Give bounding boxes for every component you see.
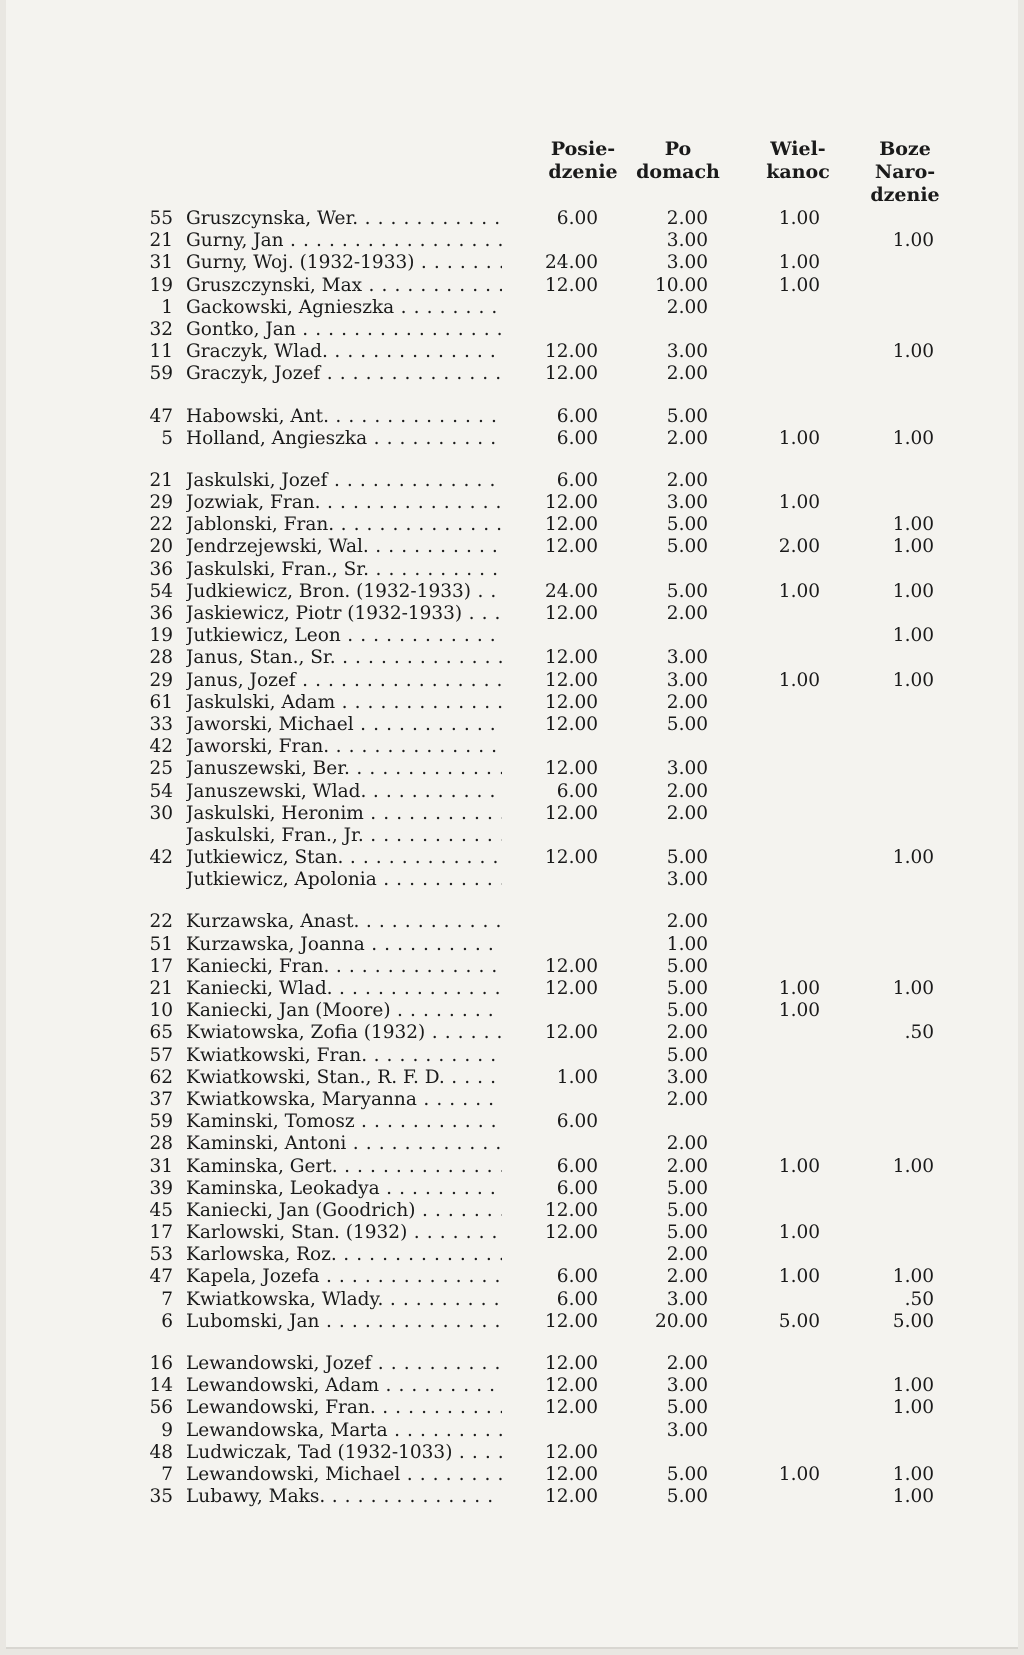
group-separator [0,450,1024,470]
member-name: Kurzawska, Joanna . . . [186,934,502,956]
member-name: Holland, Angieszka . . . [186,428,502,450]
member-name: Karlowska, Roz. . . . [186,1244,502,1266]
member-name: Gurny, Woj. (1932-1933) . . . [186,252,502,274]
posiedzenie-amount: 12.00 [545,1463,598,1485]
boze-narodzenie-amount: .50 [904,1288,934,1310]
row-number: 53 [149,1244,173,1266]
row-number: 54 [149,580,173,602]
po-domach-amount: 10.00 [655,274,708,296]
table-row [0,1375,1024,1397]
table-row [0,1486,1024,1508]
wielkanoc-amount: 1.00 [778,1222,820,1244]
member-name: Lubomski, Jan . . . [186,1311,502,1333]
member-name: Jendrzejewski, Wal. . . . [186,536,502,558]
po-domach-amount: 2.00 [666,691,708,713]
posiedzenie-amount: 12.00 [545,514,598,536]
wielkanoc-amount: 1.00 [778,1266,820,1288]
posiedzenie-amount: 6.00 [556,1111,598,1133]
boze-narodzenie-amount: 1.00 [892,978,934,999]
row-number: 51 [149,933,173,955]
po-domach-amount: 5.00 [666,978,708,999]
po-domach-amount: 2.00 [666,911,708,933]
table-row [0,1111,1024,1133]
row-number: 7 [161,1288,173,1310]
member-name: Karlowski, Stan. (1932) . . . [186,1222,502,1244]
wielkanoc-amount: 1.00 [778,492,820,514]
po-domach-amount: 5.00 [666,405,708,427]
wielkanoc-amount: 1.00 [778,978,820,999]
member-name: Januszewski, Wlad. . . . [186,781,502,803]
posiedzenie-amount: 12.00 [545,1222,598,1244]
wielkanoc-amount: 1.00 [778,669,820,691]
wielkanoc-amount: 1.00 [778,252,820,274]
posiedzenie-amount: 12.00 [545,1353,598,1374]
row-number: 10 [149,1000,173,1022]
row-number: 19 [149,274,173,296]
posiedzenie-amount: 6.00 [556,1177,598,1199]
wielkanoc-amount: 1.00 [778,208,820,229]
member-name: Habowski, Ant. . . . [186,406,502,428]
member-name: Jaskulski, Adam . . . [186,692,502,714]
po-domach-amount: 2.00 [666,427,708,449]
row-number: 25 [149,758,173,780]
table-row [0,847,1024,869]
table-row [0,559,1024,581]
boze-narodzenie-amount: 1.00 [892,1155,934,1177]
row-number: 28 [149,647,173,669]
row-number: 19 [149,625,173,647]
row-number: 42 [149,847,173,869]
member-name: Gontko, Jan . . . [186,319,502,341]
po-domach-amount: 20.00 [655,1310,708,1332]
wielkanoc-amount: 1.00 [778,427,820,449]
member-name: Jaworski, Michael . . . [186,714,502,736]
posiedzenie-amount: 12.00 [545,492,598,514]
table-row [0,1397,1024,1419]
po-domach-amount: 3.00 [666,230,708,252]
po-domach-amount: 5.00 [666,1463,708,1485]
posiedzenie-amount: 6.00 [556,208,598,229]
table-row [0,1353,1024,1375]
member-name: Jablonski, Fran. . . . [186,514,502,536]
member-name: Kwiatkowska, Wlady. . . . [186,1289,502,1311]
row-number: 6 [161,1310,173,1332]
table-row [0,1178,1024,1200]
donation-list [0,208,1024,1508]
member-name: Kwiatkowski, Stan., R. F. D. . . . [186,1067,502,1089]
posiedzenie-amount: 12.00 [545,603,598,624]
table-row [0,603,1024,625]
boze-narodzenie-amount: .50 [904,1022,934,1044]
posiedzenie-amount: 12.00 [545,1375,598,1397]
row-number: 59 [149,1111,173,1133]
posiedzenie-amount: 12.00 [545,758,598,780]
member-name: Kaminski, Antoni . . . [186,1133,502,1155]
table-row [0,911,1024,933]
boze-narodzenie-amount: 1.00 [892,1266,934,1288]
member-name: Graczyk, Wlad. . . . [186,341,502,363]
posiedzenie-amount: 12.00 [545,955,598,977]
column-headers [0,138,1024,218]
table-row [0,692,1024,714]
po-domach-amount: 5.00 [666,1177,708,1199]
row-number: 37 [149,1088,173,1110]
row-number: 45 [149,1199,173,1221]
row-number: 59 [149,363,173,385]
po-domach-amount: 2.00 [666,1088,708,1110]
table-row [0,428,1024,450]
wielkanoc-amount: 1.00 [778,1155,820,1177]
row-number: 16 [149,1353,173,1374]
table-row [0,956,1024,978]
table-row [0,1022,1024,1044]
table-row [0,934,1024,956]
boze-narodzenie-amount: 1.00 [892,1463,934,1485]
po-domach-amount: 5.00 [666,514,708,536]
po-domach-amount: 5.00 [666,1000,708,1022]
member-name: Jaskulski, Heronim . . . [186,803,502,825]
member-name: Graczyk, Jozef . . . [186,363,502,385]
table-row [0,625,1024,647]
row-number: 20 [149,536,173,558]
member-name: Jutkiewicz, Stan. . . . [186,847,502,869]
po-domach-amount: 5.00 [666,1199,708,1221]
member-name: Ludwiczak, Tad (1932-1033) . . . [186,1442,502,1464]
row-number: 48 [149,1441,173,1463]
posiedzenie-amount: 12.00 [545,1310,598,1332]
po-domach-amount: 3.00 [666,758,708,780]
po-domach-amount: 3.00 [666,1288,708,1310]
table-row [0,406,1024,428]
member-name: Kwiatowska, Zofia (1932) . . . [186,1022,502,1044]
posiedzenie-amount: 12.00 [545,669,598,691]
posiedzenie-amount: 6.00 [556,780,598,802]
table-row [0,492,1024,514]
table-row [0,714,1024,736]
table-row [0,1266,1024,1288]
boze-narodzenie-amount: 1.00 [892,536,934,558]
po-domach-amount: 2.00 [666,1353,708,1374]
member-name: Kurzawska, Anast. . . . [186,911,502,933]
row-number: 36 [149,603,173,624]
wielkanoc-amount: 1.00 [778,1000,820,1022]
row-number: 14 [149,1375,173,1397]
po-domach-amount: 2.00 [666,1022,708,1044]
row-number: 1 [161,296,173,318]
po-domach-amount: 3.00 [666,647,708,669]
table-row [0,1200,1024,1222]
po-domach-amount: 1.00 [666,933,708,955]
posiedzenie-amount: 1.00 [556,1066,598,1088]
row-number: 22 [149,514,173,536]
member-name: Lewandowski, Fran. . . . [186,1397,502,1419]
member-name: Janus, Stan., Sr. . . . [186,647,502,669]
row-number: 9 [161,1419,173,1441]
table-row [0,1289,1024,1311]
table-row [0,1089,1024,1111]
row-number: 42 [149,736,173,758]
row-number: 33 [149,713,173,735]
table-row [0,341,1024,363]
member-name: Kaminski, Tomosz . . . [186,1111,502,1133]
member-name: Lewandowski, Jozef . . . [186,1353,502,1375]
table-row [0,1464,1024,1486]
po-domach-amount: 2.00 [666,208,708,229]
boze-narodzenie-amount: 1.00 [892,669,934,691]
row-number: 39 [149,1177,173,1199]
posiedzenie-amount: 12.00 [545,978,598,999]
po-domach-amount: 3.00 [666,492,708,514]
po-domach-amount: 5.00 [666,536,708,558]
member-name: Jaskulski, Fran., Jr. . . . [186,825,502,847]
member-name: Kaniecki, Jan (Moore) . . . [186,1000,502,1022]
table-row [0,825,1024,847]
row-number: 32 [149,318,173,340]
row-number: 31 [149,1155,173,1177]
po-domach-amount: 2.00 [666,296,708,318]
member-name: Kaminska, Gert. . . . [186,1156,502,1178]
table-row [0,1156,1024,1178]
member-name: Jutkiewicz, Apolonia . . . [186,869,502,891]
table-row [0,297,1024,319]
row-number: 5 [161,427,173,449]
member-name: Kaminska, Leokadya . . . [186,1178,502,1200]
row-number: 17 [149,1222,173,1244]
member-name: Kwiatkowska, Maryanna . . . [186,1089,502,1111]
row-number: 21 [149,230,173,252]
row-number: 56 [149,1397,173,1419]
member-name: Lewandowska, Marta . . . [186,1420,502,1442]
boze-narodzenie-amount: 5.00 [892,1310,934,1332]
po-domach-amount: 3.00 [666,252,708,274]
posiedzenie-amount: 12.00 [545,802,598,824]
table-row [0,1067,1024,1089]
row-number: 61 [149,691,173,713]
po-domach-amount: 5.00 [666,955,708,977]
posiedzenie-amount: 24.00 [545,580,598,602]
header-boze-narodzenie: Boze Naro- dzenie [870,138,940,206]
posiedzenie-amount: 6.00 [556,1155,598,1177]
po-domach-amount: 2.00 [666,1266,708,1288]
wielkanoc-amount: 1.00 [778,274,820,296]
header-posiedzenie: Posie- dzenie [548,138,618,183]
po-domach-amount: 3.00 [666,1419,708,1441]
posiedzenie-amount: 6.00 [556,469,598,491]
member-name: Judkiewicz, Bron. (1932-1933) . . . [186,581,502,603]
posiedzenie-amount: 12.00 [545,1022,598,1044]
member-name: Gackowski, Agnieszka . . . [186,297,502,319]
posiedzenie-amount: 12.00 [545,1199,598,1221]
posiedzenie-amount: 6.00 [556,1288,598,1310]
posiedzenie-amount: 12.00 [545,691,598,713]
boze-narodzenie-amount: 1.00 [892,341,934,363]
boze-narodzenie-amount: 1.00 [892,230,934,252]
boze-narodzenie-amount: 1.00 [892,1375,934,1397]
po-domach-amount: 3.00 [666,869,708,891]
row-number: 30 [149,802,173,824]
po-domach-amount: 5.00 [666,1397,708,1419]
table-row [0,514,1024,536]
table-row [0,758,1024,780]
po-domach-amount: 3.00 [666,341,708,363]
po-domach-amount: 2.00 [666,802,708,824]
member-name: Jaworski, Fran. . . . [186,736,502,758]
po-domach-amount: 5.00 [666,1044,708,1066]
boze-narodzenie-amount: 1.00 [892,625,934,647]
row-number: 11 [149,341,173,363]
boze-narodzenie-amount: 1.00 [892,580,934,602]
po-domach-amount: 2.00 [666,469,708,491]
group-separator [0,386,1024,406]
table-row [0,736,1024,758]
member-name: Janus, Jozef . . . [186,670,502,692]
row-number: 47 [149,1266,173,1288]
po-domach-amount: 2.00 [666,1244,708,1266]
po-domach-amount: 2.00 [666,780,708,802]
po-domach-amount: 2.00 [666,1155,708,1177]
posiedzenie-amount: 6.00 [556,1266,598,1288]
table-row [0,869,1024,891]
row-number: 47 [149,405,173,427]
row-number: 35 [149,1486,173,1508]
table-row [0,1222,1024,1244]
row-number: 21 [149,978,173,999]
member-name: Kaniecki, Fran. . . . [186,956,502,978]
table-row [0,536,1024,558]
member-name: Jozwiak, Fran. . . . [186,492,502,514]
table-row [0,363,1024,385]
posiedzenie-amount: 12.00 [545,363,598,385]
po-domach-amount: 2.00 [666,1133,708,1155]
posiedzenie-amount: 12.00 [545,1486,598,1508]
boze-narodzenie-amount: 1.00 [892,514,934,536]
po-domach-amount: 5.00 [666,847,708,869]
posiedzenie-amount: 12.00 [545,1397,598,1419]
wielkanoc-amount: 2.00 [778,536,820,558]
table-row [0,230,1024,252]
table-row [0,978,1024,1000]
posiedzenie-amount: 12.00 [545,713,598,735]
posiedzenie-amount: 12.00 [545,536,598,558]
table-row [0,275,1024,297]
table-row [0,1133,1024,1155]
table-row [0,781,1024,803]
header-wielkanoc: Wiel- kanoc [766,138,830,183]
member-name: Kaniecki, Wlad. . . . [186,978,502,1000]
table-row [0,1442,1024,1464]
table-row [0,1311,1024,1333]
table-row [0,647,1024,669]
row-number: 62 [149,1066,173,1088]
table-row [0,581,1024,603]
row-number: 29 [149,492,173,514]
member-name: Lewandowski, Michael . . . [186,1464,502,1486]
member-name: Lubawy, Maks. . . . [186,1486,502,1508]
po-domach-amount: 3.00 [666,1375,708,1397]
wielkanoc-amount: 5.00 [778,1310,820,1332]
posiedzenie-amount: 24.00 [545,252,598,274]
po-domach-amount: 3.00 [666,669,708,691]
group-separator [0,1333,1024,1353]
row-number: 7 [161,1463,173,1485]
row-number: 57 [149,1044,173,1066]
po-domach-amount: 2.00 [666,363,708,385]
boze-narodzenie-amount: 1.00 [892,1486,934,1508]
po-domach-amount: 5.00 [666,1486,708,1508]
posiedzenie-amount: 12.00 [545,274,598,296]
po-domach-amount: 2.00 [666,603,708,624]
row-number: 22 [149,911,173,933]
row-number: 65 [149,1022,173,1044]
boze-narodzenie-amount: 1.00 [892,1397,934,1419]
row-number: 28 [149,1133,173,1155]
member-name: Januszewski, Ber. . . . [186,758,502,780]
member-name: Kwiatkowski, Fran. . . . [186,1045,502,1067]
table-row [0,470,1024,492]
po-domach-amount: 5.00 [666,1222,708,1244]
table-row [0,252,1024,274]
posiedzenie-amount: 6.00 [556,427,598,449]
table-row [0,1000,1024,1022]
boze-narodzenie-amount: 1.00 [892,427,934,449]
row-number: 29 [149,669,173,691]
row-number: 36 [149,558,173,580]
member-name: Lewandowski, Adam . . . [186,1375,502,1397]
table-row [0,208,1024,230]
member-name: Kaniecki, Jan (Goodrich) . . . [186,1200,502,1222]
member-name: Jutkiewicz, Leon . . . [186,625,502,647]
posiedzenie-amount: 12.00 [545,1441,598,1463]
header-po-domach: Po domach [636,138,720,183]
member-name: Jaskiewicz, Piotr (1932-1933) . . . [186,603,502,625]
group-separator [0,891,1024,911]
table-row [0,1420,1024,1442]
boze-narodzenie-amount: 1.00 [892,847,934,869]
row-number: 54 [149,780,173,802]
posiedzenie-amount: 12.00 [545,647,598,669]
row-number: 21 [149,469,173,491]
po-domach-amount: 3.00 [666,1066,708,1088]
table-row [0,1244,1024,1266]
member-name: Gruszcynska, Wer. . . . [186,208,502,230]
row-number: 55 [149,208,173,229]
table-row [0,319,1024,341]
row-number: 17 [149,955,173,977]
wielkanoc-amount: 1.00 [778,580,820,602]
po-domach-amount: 5.00 [666,580,708,602]
posiedzenie-amount: 12.00 [545,341,598,363]
member-name: Gruszczynski, Max . . . [186,275,502,297]
member-name: Gurny, Jan . . . [186,230,502,252]
posiedzenie-amount: 12.00 [545,847,598,869]
member-name: Jaskulski, Fran., Sr. . . . [186,559,502,581]
member-name: Kapela, Jozefa . . . [186,1266,502,1288]
po-domach-amount: 5.00 [666,713,708,735]
table-row [0,1045,1024,1067]
member-name: Jaskulski, Jozef . . . [186,470,502,492]
row-number: 31 [149,252,173,274]
posiedzenie-amount: 6.00 [556,405,598,427]
wielkanoc-amount: 1.00 [778,1463,820,1485]
table-row [0,803,1024,825]
table-row [0,670,1024,692]
